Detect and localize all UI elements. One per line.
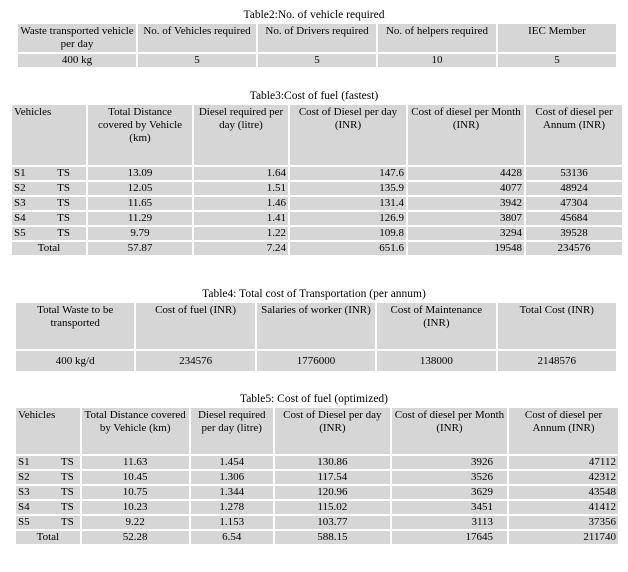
table5-header-cell: Cost of Diesel per day (INR) — [275, 408, 390, 454]
cost-month-cell: 3294 — [408, 227, 524, 240]
table-row — [12, 182, 622, 195]
vehicle-cell — [12, 212, 86, 225]
table5-header-cell: Cost of diesel per Month (INR) — [392, 408, 507, 454]
table2-cell: 5 — [258, 54, 376, 67]
cost-month-cell: 4428 — [408, 167, 524, 180]
table3-header-cell: Cost of diesel per Month (INR) — [408, 105, 524, 165]
table4-caption: Table4: Total cost of Transportation (per annum) — [202, 288, 426, 300]
table5-header-cell: Cost of diesel per Annum (INR) — [509, 408, 618, 454]
distance-cell: 12.05 — [88, 182, 192, 195]
cost-day-cell: 103.77 — [275, 516, 390, 529]
vehicle-type: TS — [60, 456, 74, 468]
vehicle-type: TS — [60, 486, 74, 498]
diesel-cell: 1.454 — [191, 456, 273, 469]
distance-cell: 10.75 — [82, 486, 189, 499]
cost-month-cell: 3807 — [408, 212, 524, 225]
table2-cell: 400 kg — [18, 54, 136, 67]
vehicle-type: TS — [57, 167, 70, 179]
table5-caption: Table5: Cost of fuel (optimized) — [239, 393, 389, 405]
vehicle-cell — [12, 227, 86, 240]
total-diesel-cell: 7.24 — [194, 242, 288, 255]
vehicle-cell — [16, 456, 80, 469]
table2-cell: 10 — [378, 54, 496, 67]
table5 — [14, 406, 620, 546]
table4 — [14, 301, 618, 373]
vehicle-cell — [12, 182, 86, 195]
vehicle-type: TS — [57, 182, 70, 194]
cost-annum-cell: 41412 — [509, 501, 618, 514]
total-cost-day-cell: 588.15 — [275, 531, 390, 544]
cost-day-cell: 117.54 — [275, 471, 390, 484]
diesel-cell: 1.344 — [191, 486, 273, 499]
distance-cell: 10.23 — [82, 501, 189, 514]
table2-header-cell: IEC Member — [498, 24, 616, 52]
total-distance-cell: 52.28 — [82, 531, 189, 544]
cost-day-cell: 120.96 — [275, 486, 390, 499]
total-diesel-cell: 6.54 — [191, 531, 273, 544]
table-row — [16, 471, 618, 484]
cost-day-cell: 130.86 — [275, 456, 390, 469]
table-row — [12, 212, 622, 225]
vehicle-id: S1 — [14, 167, 26, 179]
cost-annum-cell: 42312 — [509, 471, 618, 484]
vehicle-cell — [16, 516, 80, 529]
table-row — [12, 197, 622, 210]
total-cost-month-cell: 19548 — [408, 242, 524, 255]
vehicle-type: TS — [57, 227, 70, 239]
diesel-cell: 1.153 — [191, 516, 273, 529]
table-row — [12, 167, 622, 180]
table-total-row — [16, 531, 618, 544]
table-row — [12, 227, 622, 240]
diesel-cell: 1.278 — [191, 501, 273, 514]
vehicle-id: S5 — [18, 516, 30, 528]
cost-month-cell: 3942 — [408, 197, 524, 210]
distance-cell: 10.45 — [82, 471, 189, 484]
vehicle-type: TS — [57, 212, 70, 224]
distance-cell: 11.63 — [82, 456, 189, 469]
total-label: Total — [12, 242, 86, 255]
total-distance-cell: 57.87 — [88, 242, 192, 255]
distance-cell: 11.65 — [88, 197, 192, 210]
table4-header-cell: Total Waste to be transported — [16, 303, 134, 349]
distance-cell: 9.22 — [82, 516, 189, 529]
table4-header-cell: Salaries of worker (INR) — [257, 303, 375, 349]
cost-annum-cell: 43548 — [509, 486, 618, 499]
table5-header-cell: Total Distance covered by Vehicle (km) — [82, 408, 189, 454]
table2-caption: Table2:No. of vehicle required — [243, 9, 385, 21]
cost-day-cell: 135.9 — [290, 182, 406, 195]
table4-header-cell: Total Cost (INR) — [498, 303, 616, 349]
table3-header-cell: Cost of diesel per Annum (INR) — [526, 105, 622, 165]
vehicle-id: S4 — [18, 501, 30, 513]
table5-header-cell: Diesel required per day (litre) — [191, 408, 273, 454]
table4-header-row — [16, 303, 616, 349]
table2-header-cell: Waste transported vehicle per day — [18, 24, 136, 52]
total-cost-annum-cell: 211740 — [509, 531, 618, 544]
table3-header-cell: Total Distance covered by Vehicle (km) — [88, 105, 192, 165]
cost-annum-cell: 47304 — [526, 197, 622, 210]
diesel-cell: 1.306 — [191, 471, 273, 484]
table4-header-cell: Cost of Maintenance (INR) — [377, 303, 495, 349]
cost-month-cell: 3629 — [392, 486, 507, 499]
table3 — [10, 103, 624, 257]
cost-annum-cell: 47112 — [509, 456, 618, 469]
cost-day-cell: 115.02 — [275, 501, 390, 514]
vehicle-id: S3 — [14, 197, 26, 209]
table-total-row — [12, 242, 622, 255]
cost-day-cell: 147.6 — [290, 167, 406, 180]
cost-month-cell: 3926 — [392, 456, 507, 469]
cost-day-cell: 131.4 — [290, 197, 406, 210]
table2-cell: 5 — [498, 54, 616, 67]
total-cost-annum-cell: 234576 — [526, 242, 622, 255]
table4-cell: 138000 — [377, 351, 495, 371]
cost-annum-cell: 48924 — [526, 182, 622, 195]
vehicle-id: S1 — [18, 456, 30, 468]
vehicle-cell — [16, 501, 80, 514]
vehicle-id: S5 — [14, 227, 26, 239]
table-row — [16, 486, 618, 499]
table2-header-cell: No. of helpers required — [378, 24, 496, 52]
cost-month-cell: 4077 — [408, 182, 524, 195]
vehicle-cell — [16, 471, 80, 484]
table3-header-cell: Diesel required per day (litre) — [194, 105, 288, 165]
cost-annum-cell: 53136 — [526, 167, 622, 180]
table3-header-row — [12, 105, 622, 165]
distance-cell: 11.29 — [88, 212, 192, 225]
vehicle-id: S4 — [14, 212, 26, 224]
table3-header-cell: Cost of Diesel per day (INR) — [290, 105, 406, 165]
table2-header-cell: No. of Vehicles required — [138, 24, 256, 52]
vehicle-id: S2 — [18, 471, 30, 483]
table4-cell: 1776000 — [257, 351, 375, 371]
diesel-cell: 1.64 — [194, 167, 288, 180]
table3-header-cell: Vehicles — [12, 105, 86, 165]
table-row — [16, 456, 618, 469]
vehicle-cell — [12, 167, 86, 180]
cost-month-cell: 3113 — [392, 516, 507, 529]
table-row — [16, 516, 618, 529]
diesel-cell: 1.46 — [194, 197, 288, 210]
vehicle-cell — [16, 486, 80, 499]
total-label: Total — [16, 531, 80, 544]
cost-annum-cell: 39528 — [526, 227, 622, 240]
table4-row — [16, 351, 616, 371]
cost-day-cell: 126.9 — [290, 212, 406, 225]
table2 — [16, 22, 618, 69]
cost-annum-cell: 45684 — [526, 212, 622, 225]
vehicle-id: S2 — [14, 182, 26, 194]
table4-header-cell: Cost of fuel (INR) — [136, 303, 254, 349]
total-cost-month-cell: 17645 — [392, 531, 507, 544]
table3-caption: Table3:Cost of fuel (fastest) — [249, 90, 379, 102]
cost-month-cell: 3526 — [392, 471, 507, 484]
table2-cell: 5 — [138, 54, 256, 67]
table4-cell: 234576 — [136, 351, 254, 371]
cost-month-cell: 3451 — [392, 501, 507, 514]
total-cost-day-cell: 651.6 — [290, 242, 406, 255]
vehicle-type: TS — [57, 197, 70, 209]
cost-annum-cell: 37356 — [509, 516, 618, 529]
diesel-cell: 1.22 — [194, 227, 288, 240]
table2-header-row — [18, 24, 616, 52]
vehicle-type: TS — [60, 471, 74, 483]
table5-header-row — [16, 408, 618, 454]
cost-day-cell: 109.8 — [290, 227, 406, 240]
vehicle-type: TS — [60, 516, 74, 528]
diesel-cell: 1.51 — [194, 182, 288, 195]
distance-cell: 13.09 — [88, 167, 192, 180]
distance-cell: 9.79 — [88, 227, 192, 240]
diesel-cell: 1.41 — [194, 212, 288, 225]
vehicle-type: TS — [60, 501, 74, 513]
table4-cell: 2148576 — [498, 351, 616, 371]
table2-row — [18, 54, 616, 67]
table5-header-cell: Vehicles — [16, 408, 80, 454]
table4-cell: 400 kg/d — [16, 351, 134, 371]
vehicle-id: S3 — [18, 486, 30, 498]
table-row — [16, 501, 618, 514]
vehicle-cell — [12, 197, 86, 210]
table2-header-cell: No. of Drivers required — [258, 24, 376, 52]
